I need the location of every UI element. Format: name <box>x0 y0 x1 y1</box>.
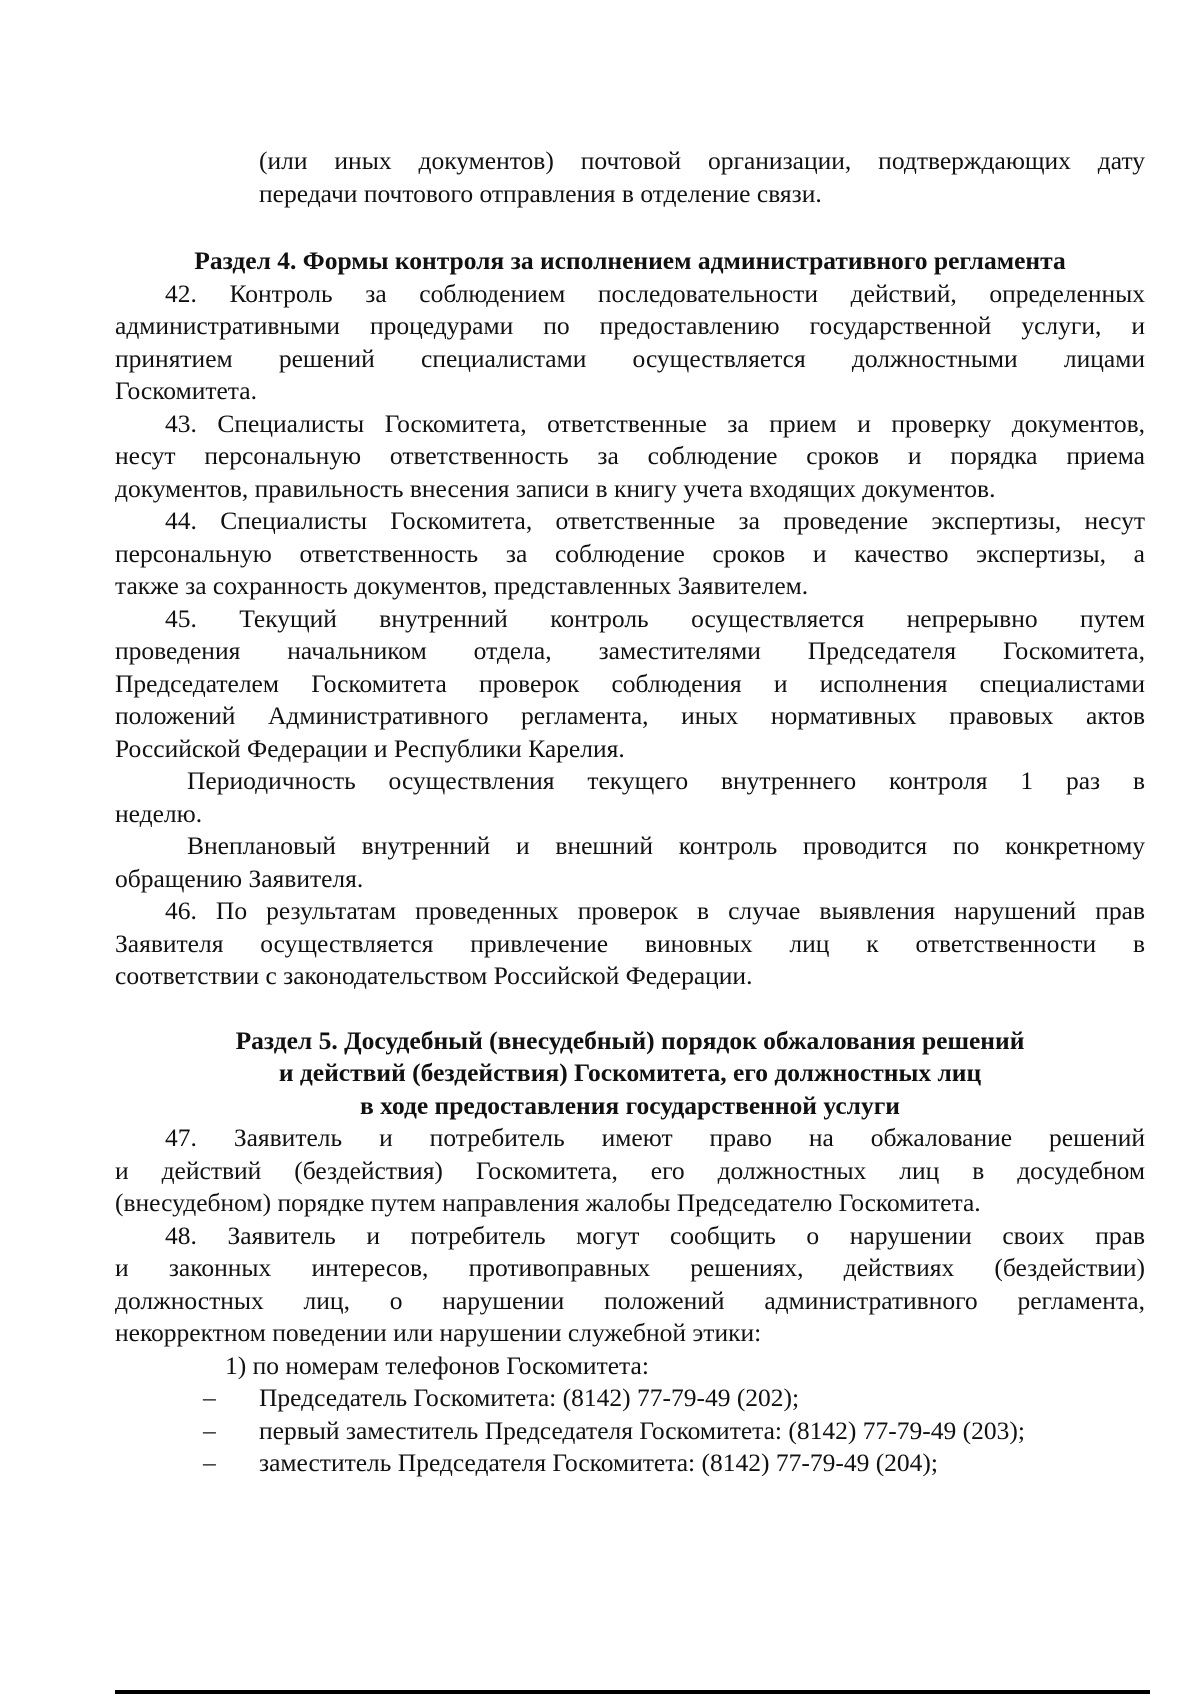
phone-line-chairman <box>115 1382 1145 1415</box>
phone-text: первый заместитель Председателя Госкомитета: (8142) 77-79-49 (203); <box>259 1415 1025 1445</box>
section-5-heading-line-2: и действий (бездействия) Госкомитета, его должностных лиц <box>278 1058 982 1087</box>
paragraph-line: 44. Специалисты Госкомитета, ответственные за проведение экспертизы, несут <box>165 506 1145 535</box>
paragraph-line: положений Административного регламента, иных нормативных правовых актов <box>115 701 1145 730</box>
phone-text: заместитель Председателя Госкомитета: (8142) 77-79-49 (204); <box>259 1448 939 1477</box>
paragraph-line: 48. Заявитель и потребитель могут сообщить о нарушении своих прав <box>165 1220 1145 1250</box>
paragraph-line: (внесудебном) порядке путем направления жалобы Председателю Госкомитета. <box>115 1188 981 1217</box>
list-item-phones: 1) по номерам телефонов Госкомитета: <box>225 1350 649 1380</box>
phone-line-deputy <box>115 1447 1145 1480</box>
paragraph-line: 45. Текущий внутренний контроль осуществляется непрерывно путем <box>165 603 1145 633</box>
footer-rule <box>115 1690 1150 1694</box>
paragraph-line: несут персональную ответственность за соблюдение сроков и порядка приема <box>115 441 1145 470</box>
paragraph-line: 43. Специалисты Госкомитета, ответственные за прием и проверку документов, <box>165 408 1145 438</box>
paragraph-line: административными процедурами по предоставлению государственной услуги, и <box>115 311 1145 340</box>
paragraph-line: 47. Заявитель и потребитель имеют право на обжалование решений <box>165 1123 1145 1152</box>
paragraph-line: персональную ответственность за соблюдение сроков и качество экспертизы, а <box>115 538 1145 568</box>
section-5-heading-line-3: в ходе предоставления государственной услуги <box>360 1090 900 1120</box>
paragraph-line: Российской Федерации и Республики Карелия. <box>115 733 625 763</box>
section-4-heading: Раздел 4. Формы контроля за исполнением административного регламента <box>194 246 1066 275</box>
paragraph-line: 46. По результатам проведенных проверок в случае выявления нарушений прав <box>165 896 1145 925</box>
paragraph-line: обращению Заявителя. <box>115 863 364 893</box>
dash-mark: – <box>203 1448 216 1477</box>
section-5-heading-line-1: Раздел 5. Досудебный (внесудебный) порядок обжалования решений <box>235 1025 1025 1055</box>
paragraph-line: соответствии с законодательством Российской Федерации. <box>115 961 753 990</box>
intro-line-2: передачи почтового отправления в отделение связи. <box>259 178 822 208</box>
phone-text: Председатель Госкомитета: (8142) 77-79-49 (202); <box>259 1383 800 1412</box>
paragraph-line: Госкомитета. <box>115 376 257 405</box>
paragraph-line: Внеплановый внутренний и внешний контроль проводится по конкретному <box>187 831 1145 860</box>
paragraph-line: документов, правильность внесения записи в книгу учета входящих документов. <box>115 473 996 503</box>
section-5-body <box>115 1122 1145 1350</box>
dash-mark: – <box>203 1383 216 1412</box>
paragraph-line: также за сохранность документов, представленных Заявителем. <box>115 571 809 600</box>
phone-line-first-deputy <box>115 1415 1145 1448</box>
paragraph-line: Периодичность осуществления текущего внутреннего контроля 1 раз в <box>187 766 1145 795</box>
paragraph-line: должностных лиц, о нарушении положений административного регламента, <box>115 1285 1145 1315</box>
paragraph-line: неделю. <box>115 798 203 828</box>
paragraph-line: 42. Контроль за соблюдением последовательности действий, определенных <box>165 278 1145 308</box>
paragraph-line: и законных интересов, противоправных решениях, действиях (бездействии) <box>115 1253 1145 1282</box>
document-page <box>115 145 1145 1480</box>
intro-line-1: (или иных документов) почтовой организации, подтверждающих дату <box>259 146 1145 175</box>
paragraph-line: Заявителя осуществляется привлечение виновных лиц к ответственности в <box>115 928 1145 958</box>
dash-mark: – <box>203 1415 216 1445</box>
paragraph-line: некорректном поведении или нарушении служебной этики: <box>115 1318 762 1347</box>
paragraph-line: и действий (бездействия) Госкомитета, его должностных лиц в досудебном <box>115 1155 1145 1185</box>
paragraph-line: проведения начальником отдела, заместителями Председателя Госкомитета, <box>115 636 1145 665</box>
paragraph-line: принятием решений специалистами осуществляется должностными лицами <box>115 343 1145 373</box>
paragraph-line: Председателем Госкомитета проверок соблюдения и исполнения специалистами <box>115 668 1145 698</box>
section-4-body <box>115 278 1145 993</box>
